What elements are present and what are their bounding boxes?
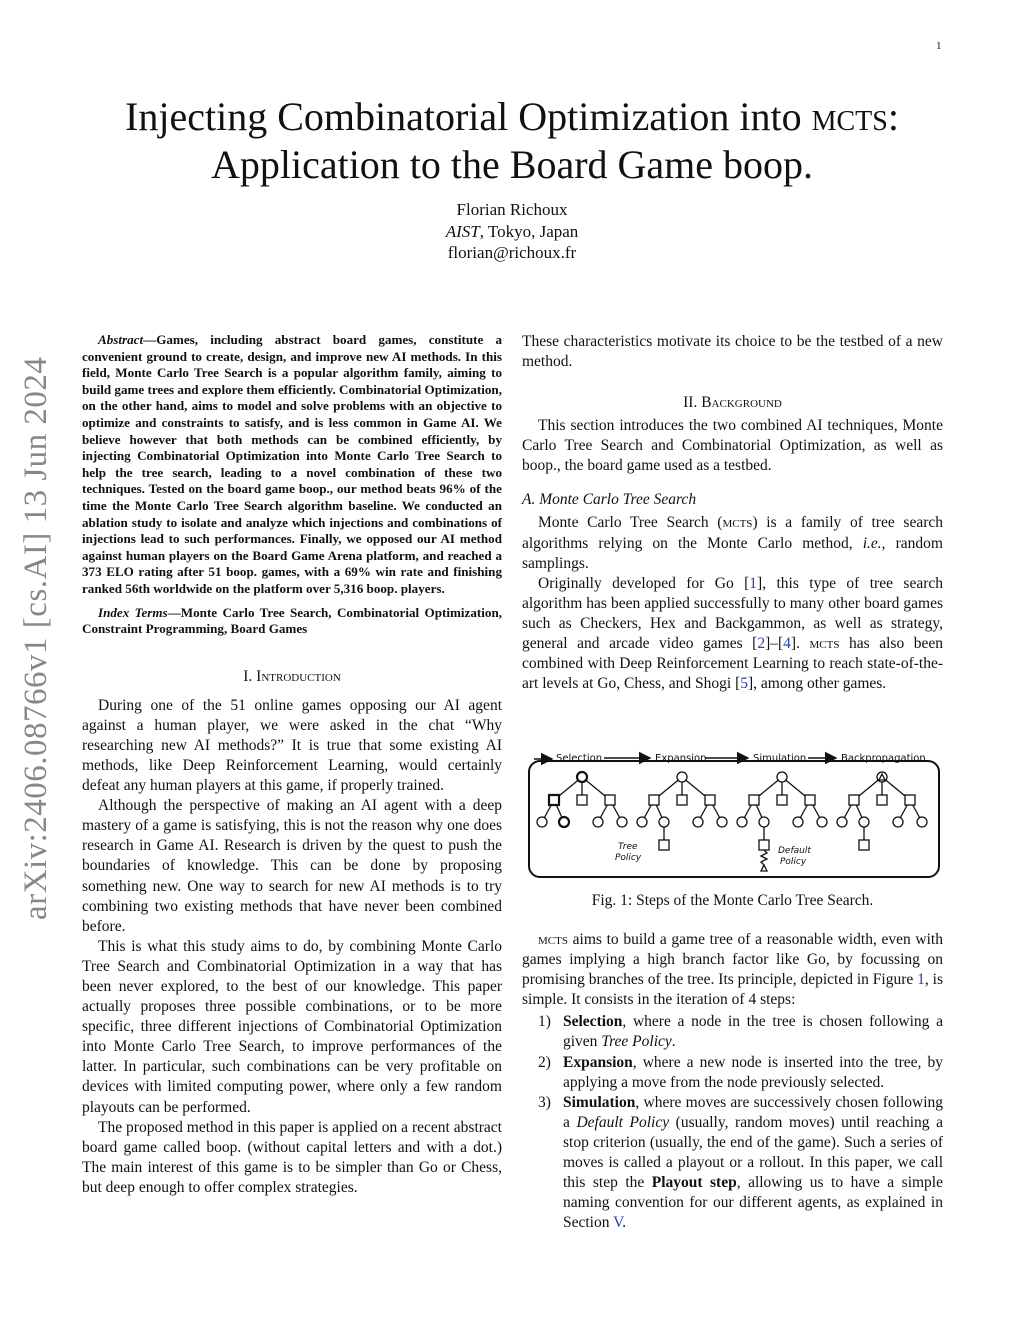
- affiliation-rest: , Tokyo, Japan: [479, 221, 579, 241]
- tree-node: [593, 817, 603, 827]
- index-terms-text: —Monte Carlo Tree Search, Combinatorial Optimization, Constraint Programming, Board Games: [82, 604, 502, 637]
- mcts-p2-c: ].: [790, 635, 810, 653]
- abstract: [82, 332, 502, 598]
- tree-node: [777, 795, 787, 805]
- citation-1[interactable]: 1: [749, 574, 758, 592]
- tree-node: [793, 817, 803, 827]
- list-item: [522, 1012, 943, 1052]
- tree-node: [837, 817, 847, 827]
- tree-node: [777, 772, 787, 782]
- right-column-continued: [522, 930, 943, 1233]
- intro-paragraph-3: This is what this study aims to do, by combining Monte Carlo Tree Search and Combinatorial Optimization in a way that has been never explored, to the best of our knowledge. This paper actually proposes three possible combinations, or to be more specific, three different injections of Combinatorial Optimization into Monte Carlo Tree Search, to improve performances of the latter. In particular, such combinations can be very profitable on devices with limited computing power, where only a few random playouts can be performed.: [82, 937, 502, 1116]
- mcts-paragraph-3: [522, 930, 943, 1010]
- step-bold: Simulation: [563, 1093, 636, 1111]
- mcts-paragraph-1: [522, 513, 943, 573]
- fig-tree-policy-1: Tree: [618, 842, 638, 852]
- mcts-p1-c: random samplings.: [522, 534, 943, 572]
- tree-node: [693, 817, 703, 827]
- terminal-triangle: [761, 865, 767, 871]
- mcts-p3-c: , is simple. It consists in the iteration of 4 steps:: [522, 971, 943, 1009]
- page-number: 1: [936, 40, 942, 52]
- mcts-p3-b: aims to build a game tree of a reasonable width, even with games implying a high branch factor like Go, by focussing on promising branches of the tree. Its principle, depicted in Figure: [522, 931, 943, 989]
- tree-node: [737, 817, 747, 827]
- mcts-p2-e: ], among other games.: [748, 675, 887, 693]
- mcts-sc-1: mcts: [722, 514, 753, 532]
- bg-heading-num: II.: [683, 394, 698, 412]
- step-italic: Default Policy: [576, 1113, 670, 1131]
- tree-node: [905, 795, 915, 805]
- figure-ref[interactable]: 1: [917, 971, 925, 989]
- tree-node: [649, 795, 659, 805]
- step-text-end: .: [671, 1033, 676, 1051]
- tree-node: [537, 817, 547, 827]
- tree-node: [849, 795, 859, 805]
- tree-node: [917, 817, 927, 827]
- mcts-p1-a: Monte Carlo Tree Search (: [538, 514, 723, 532]
- step-text-end: .: [622, 1214, 627, 1232]
- citation-4[interactable]: 4: [783, 635, 791, 653]
- mcts-p2-d: has also been combined with Deep Reinforcement Learning to reach state-of-the-art levels at Go, Chess, and Shogi [: [522, 635, 944, 693]
- fig-default-policy-2: Policy: [780, 857, 807, 867]
- fig-label-expansion: Expansion: [655, 753, 707, 764]
- tree-node: [577, 772, 587, 782]
- expanded-node: [659, 840, 669, 850]
- section-ref[interactable]: V: [613, 1214, 623, 1232]
- index-terms: [82, 605, 502, 638]
- step-num: 2): [538, 1053, 551, 1071]
- fig-label-selection: Selection: [556, 753, 603, 764]
- tree-node: [605, 795, 615, 805]
- step-text: , where a node in the tree is chosen following a given: [563, 1013, 943, 1051]
- fig-label-simulation: Simulation: [753, 753, 807, 764]
- step-italic: Tree Policy: [601, 1033, 672, 1051]
- list-item: [522, 1053, 943, 1093]
- step-bold: Expansion: [563, 1053, 633, 1071]
- step-text-2: (usually, random moves) until reaching a stop criterion (usually, the end of the game). Such a series of moves is called a playout or a rollout. In this paper, we call this step the: [563, 1113, 943, 1192]
- title-line1-b: :: [887, 94, 899, 139]
- backprop-node: [859, 840, 869, 850]
- mcts-ie: i.e.,: [862, 534, 886, 552]
- mcts-steps-figure: [522, 745, 943, 880]
- figure-caption: Fig. 1: Steps of the Monte Carlo Tree Search.: [591, 892, 874, 909]
- tree-node: [805, 795, 815, 805]
- bg-heading-text: Background: [701, 394, 782, 412]
- background-paragraph-1: This section introduces the two combined AI techniques, Monte Carlo Tree Search and Combinatorial Optimization, as well as boop., the board game used as a testbed.: [522, 417, 943, 475]
- tree-node: [617, 817, 627, 827]
- tree-node: [659, 817, 669, 827]
- citation-2[interactable]: 2: [757, 635, 766, 653]
- mcts-steps-list: [522, 1012, 943, 1233]
- step-num: 3): [538, 1093, 551, 1111]
- tree-node: [677, 795, 687, 805]
- tree-node: [749, 795, 759, 805]
- mcts-sc-2: mcts: [809, 635, 840, 653]
- intro-paragraph-2: Although the perspective of making an AI agent with a deep mastery of a game is satisfying, this is not the reason why one does research in Game AI. Research is driven by the quest to push the boundaries of knowledge. This can be done by proposing something new. One way to search for new AI methods is to try combining two existing methods that have never been combined before.: [82, 797, 502, 935]
- tree-node: [717, 817, 727, 827]
- mcts-dash: ]–[: [765, 635, 784, 653]
- left-column: [82, 332, 502, 1198]
- title-line2: Application to the Board Game boop.: [210, 142, 814, 187]
- tree-node: [877, 795, 887, 805]
- simulated-node: [759, 840, 769, 850]
- step-num: 1): [538, 1013, 551, 1031]
- step-text: , where a new node is inserted into the tree, by applying a move from the node previously selected.: [563, 1053, 943, 1091]
- intro-heading-text: Introduction: [256, 667, 341, 685]
- tree-node: [705, 795, 715, 805]
- mcts-paragraph-2: [522, 574, 943, 695]
- tree-node: [549, 795, 559, 805]
- step-bold-2: Playout step: [651, 1174, 737, 1192]
- tree-node: [893, 817, 903, 827]
- author-name: Florian Richoux: [456, 200, 568, 219]
- affiliation-italic: AIST: [445, 221, 480, 241]
- fig-tree-policy-2: Policy: [615, 853, 642, 863]
- right-column: [522, 332, 943, 694]
- fig-default-policy-1: Default: [778, 846, 811, 856]
- tree-node: [759, 817, 769, 827]
- tree-node: [559, 817, 569, 827]
- fig-label-backpropagation: Backpropagation: [841, 753, 926, 764]
- step-bold: Selection: [563, 1013, 623, 1031]
- intro-paragraph-5: These characteristics motivate its choice to be the testbed of a new method.: [522, 333, 943, 371]
- index-terms-label: Index Terms: [98, 604, 168, 620]
- arxiv-stamp: arXiv:2406.08766v1 [cs.AI] 13 Jun 2024: [18, 356, 54, 920]
- intro-paragraph-1: During one of the 51 online games opposing our AI agent against a human player, we were asked in the chat “Why researching new AI methods?” It is true that some existing AI methods, like Deep Reinforcement Learning, would certainly defeat any human players at this game, if properly trained.: [82, 696, 502, 795]
- mcts-p2-a: Originally developed for Go [: [538, 574, 750, 592]
- author-email: florian@richoux.fr: [447, 243, 577, 262]
- author-affiliation: [0, 221, 1024, 243]
- list-item: [522, 1093, 943, 1234]
- tree-node: [637, 817, 647, 827]
- title-line1-sc: mcts: [811, 94, 888, 139]
- mcts-sc-3: mcts: [538, 931, 568, 948]
- intro-paragraph-4: The proposed method in this paper is applied on a recent abstract board game called boop. (without capital letters and with a dot.) The main interest of this game is to be simpler than Go or Chess, but deep enough to offer complex strategies.: [82, 1118, 502, 1196]
- abstract-label: Abstract: [98, 332, 144, 347]
- tree-node: [817, 817, 827, 827]
- abstract-text: —Games, including abstract board games, constitute a convenient ground to create, design, and improve new AI methods. In this field, Monte Carlo Tree Search is a popular algorithm family, aiming to build game trees and explore them efficiently. Combinatorial Optimization, on the other hand, aims to model and solve problems with an objective to optimize and constraints to satisfy, and is less common in Game AI. We believe however that both methods can be combined efficiently, by injecting Combinatorial Optimization into Monte Carlo Tree Search to help the tree search, leading to a novel combination of these two techniques. Tested on the board game boop., our method beats 96% of the time the Monte Carlo Tree Search algorithm baseline. We conducted an ablation study to isolate and analyze which injections and combinations of injections lead to such performances. Finally, we opposed our AI method against human players on the Board Game Arena platform, and reached a 373 ELO rating after 51 boop. games, with a 69% win rate and finishing ranked 56th worldwide on the platform over 5,316 boop. players.: [82, 332, 502, 596]
- mcts-p1-b: ) is a family of tree search algorithms relying on the Monte Carlo method,: [522, 514, 943, 552]
- tree-node: [859, 817, 869, 827]
- tree-node: [677, 772, 687, 782]
- intro-heading-num: I.: [243, 667, 253, 685]
- mcts-p2-b: ], this type of tree search algorithm has been applied successfully to many other board games such as Checkers, Hex and Backgammon, as well as strategy, general and arcade video games [: [522, 574, 943, 653]
- step-text-3: , allowing us to have a simple naming convention for our different agents, as explained in Section: [563, 1174, 943, 1232]
- title-line1-a: Injecting Combinatorial Optimization into: [125, 94, 812, 139]
- section-heading-introduction: [82, 668, 502, 686]
- playout-squiggle: [761, 850, 767, 865]
- subsection-heading-mcts: A. Monte Carlo Tree Search: [522, 491, 697, 509]
- section-heading-background: [522, 394, 943, 412]
- author-block: [0, 199, 1024, 264]
- step-text: , where moves are successively chosen following a: [563, 1093, 943, 1131]
- citation-5[interactable]: 5: [740, 675, 749, 693]
- fig-trees: [537, 772, 927, 871]
- paper-title: [80, 93, 944, 189]
- tree-node: [577, 795, 587, 805]
